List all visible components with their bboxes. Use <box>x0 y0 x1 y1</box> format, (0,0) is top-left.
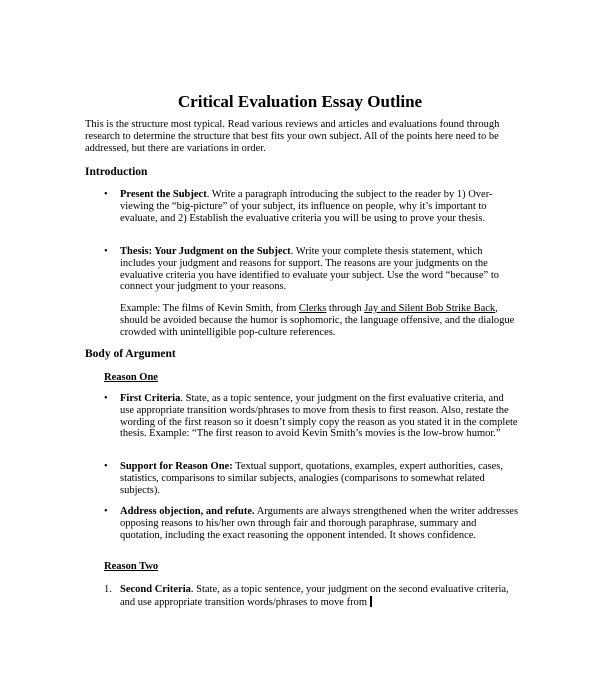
example-suffix: , should be avoided because the humor is sophomoric, the language offensive, and the dialogue crowded with unintelligible pop-culture references. <box>120 303 515 338</box>
film-title-jay-silent-bob: Jay and Silent Bob Strike Back <box>364 303 496 314</box>
film-title-clerks: Clerks <box>298 303 327 314</box>
reason-two-heading: Reason Two <box>104 561 159 572</box>
item-term: Second Criteria <box>120 584 191 595</box>
reason-one-heading: Reason One <box>104 372 158 383</box>
number-marker: 1. <box>104 584 112 595</box>
item-text: . State, as a topic sentence, your judgment on the first evaluative criteria, and use appropriate transition words/phrases to move from thesis to first reason. Also, restate the wording of the first reason so it doesn’t simply copy the reason as you stated it in the complete thesis. Example: “The first reason to avoid Kevin Smith’s movies is the low-brow humor.” <box>120 393 518 440</box>
bullet-marker: • <box>104 461 108 472</box>
item-term: Thesis: Your Judgment on the Subject <box>120 246 291 257</box>
list-item-support-reason-one <box>104 461 520 496</box>
item-term: Present the Subject <box>120 189 207 200</box>
document-title: Critical Evaluation Essay Outline <box>177 92 423 111</box>
list-item-thesis <box>104 246 520 293</box>
text-cursor <box>370 596 372 607</box>
list-item-present-subject <box>104 189 520 224</box>
item-term: Support for Reason One: <box>120 461 233 472</box>
list-item-second-criteria <box>104 584 520 609</box>
example-prefix: Example: The films of Kevin Smith, from <box>120 303 299 314</box>
bullet-marker: • <box>104 506 108 517</box>
intro-paragraph: This is the structure most typical. Read various reviews and articles and evaluations found through research to determine the structure that best fits your own subject. All of the points here need to be addressed, but there are variations in order. <box>85 119 500 154</box>
example-middle: through <box>326 303 365 314</box>
bullet-marker: • <box>104 246 108 257</box>
body-of-argument-heading: Body of Argument <box>85 348 176 360</box>
introduction-heading: Introduction <box>85 166 148 178</box>
list-item-address-objection <box>104 506 520 541</box>
item-text: Arguments are always strengthened when the writer addresses opposing reasons to his/her own through fair and thorough paraphrase, summary and quotation, including the exact reasoning the opponent intended. It shows confidence. <box>120 506 519 541</box>
item-text: . Write a paragraph introducing the subject to the reader by 1) Over-viewing the “big-picture” of your subject, its influence on people, why it’s important to evaluate, and 2) Establish the evaluative criteria you will be using to prove your thesis. <box>120 189 493 224</box>
item-term: First Criteria <box>120 393 181 404</box>
item-term: Address objection, and refute. <box>120 506 255 517</box>
bullet-marker: • <box>104 189 108 200</box>
item-text: Textual support, quotations, examples, expert authorities, cases, statistics, comparisons to similar subjects, analogies (comparisons to somewhat related subjects). <box>120 461 503 496</box>
list-item-first-criteria <box>104 393 520 440</box>
thesis-example <box>120 303 520 338</box>
item-text: . State, as a topic sentence, your judgment on the second evaluative criteria, and use appropriate transition words/phrases to move from <box>120 584 509 608</box>
bullet-marker: • <box>104 393 108 404</box>
item-text: . Write your complete thesis statement, which includes your judgment and reasons for support. The reasons are your judgments on the evaluative criteria you have identified to evaluate your subject. Use the word “because” to connect your judgment to your reasons. <box>120 246 500 293</box>
